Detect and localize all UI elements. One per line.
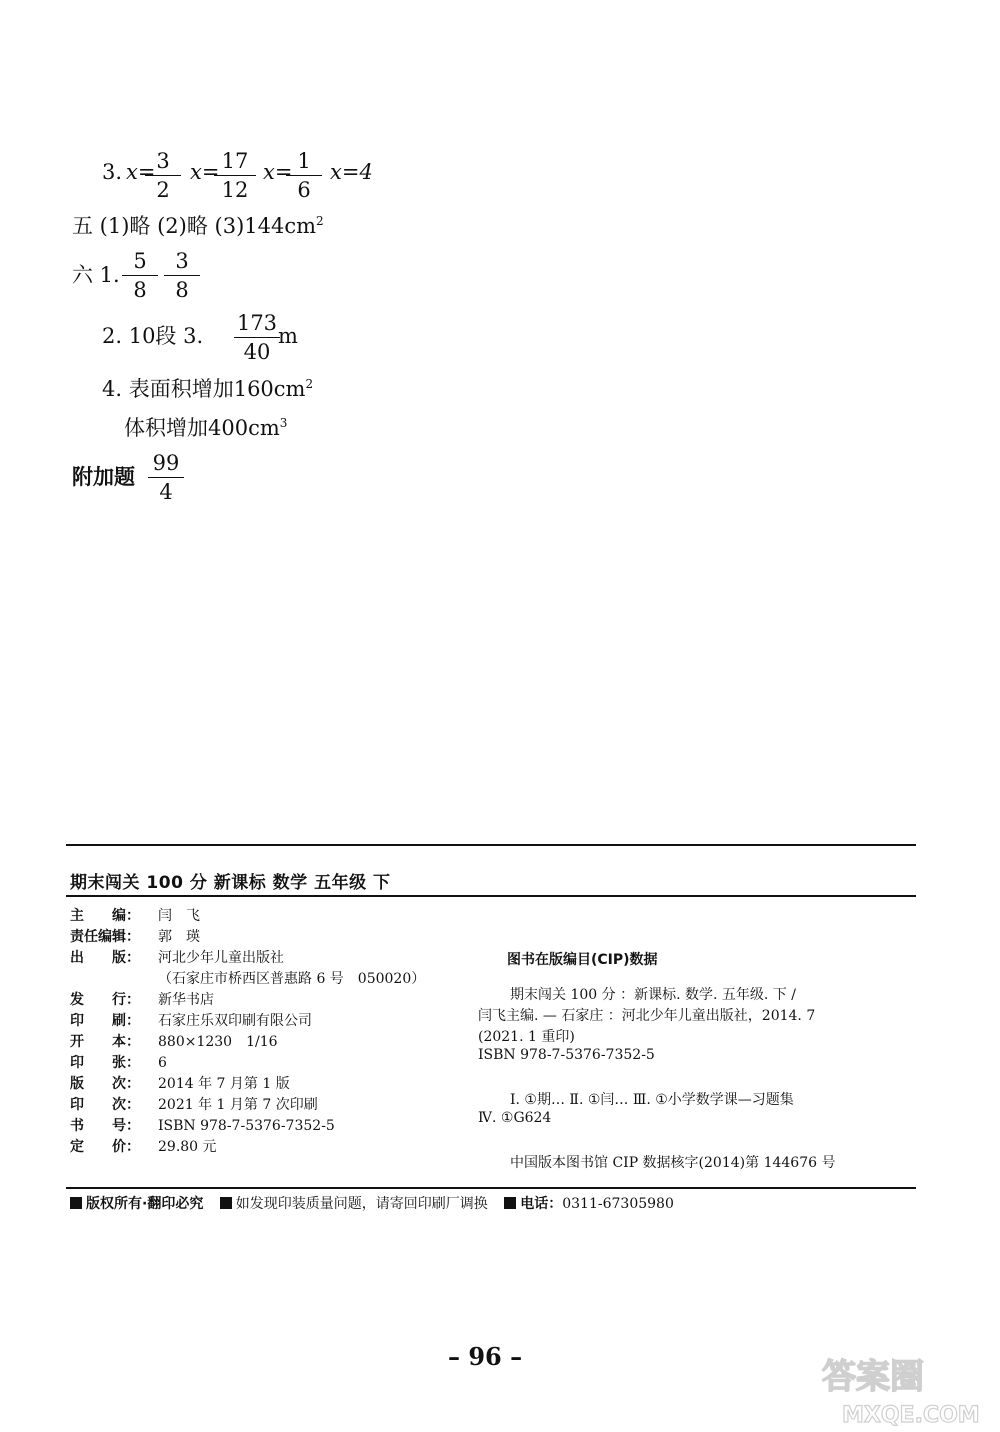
q3-x4: x=4 [330, 160, 373, 184]
publication-info-row [70, 1031, 278, 1051]
colophon-footer [70, 1193, 674, 1213]
cip-line: ISBN 978-7-5376-7352-5 [478, 1047, 655, 1063]
colophon-top-rule [66, 844, 916, 846]
book-title: 期末闯关 100 分 新课标 数学 五年级 下 [70, 873, 391, 893]
info-label: 印 刷： [70, 1013, 140, 1029]
publication-info-row [70, 989, 214, 1009]
publication-info-row [70, 1136, 217, 1156]
fraction-5-8: 5 8 [120, 248, 160, 303]
publication-info-row [70, 1052, 167, 1072]
colophon-title-rule [66, 895, 916, 897]
publication-info-row [70, 1073, 290, 1093]
info-label: 版 次： [70, 1076, 140, 1092]
cip-line: Ⅳ. ①G624 [478, 1110, 552, 1126]
liu-q2: 2. 10段 3. [102, 324, 204, 348]
cip-line: 中国版本图书馆 CIP 数据核字(2014)第 144676 号 [510, 1155, 836, 1171]
liu-q2-unit: m [278, 324, 298, 348]
publication-info-row [70, 947, 284, 967]
fraction-3-8: 3 8 [162, 248, 202, 303]
info-value: ISBN 978-7-5376-7352-5 [158, 1118, 335, 1134]
page-number: – 96 – [448, 1342, 523, 1371]
fraction-1-6: 1 6 [284, 148, 324, 203]
svg-text:MXQE.COM: MXQE.COM [842, 1403, 980, 1428]
square-bullet-icon [504, 1197, 516, 1209]
publication-info-row [70, 1010, 312, 1030]
info-value: 郭 瑛 [158, 929, 200, 945]
watermark-logo [812, 1348, 1000, 1428]
fraction-99-4: 99 4 [146, 450, 186, 505]
phone-label: 电话： [520, 1196, 563, 1212]
info-value: 闫 飞 [158, 908, 200, 924]
info-label: 发 行： [70, 992, 140, 1008]
fraction-3-2: 3 2 [143, 148, 183, 203]
q3-prefix: 3. [102, 160, 123, 184]
fraction-17-12: 17 12 [212, 148, 258, 203]
info-value: 880×1230 1/16 [158, 1034, 278, 1050]
info-value: （石家庄市桥西区普惠路 6 号 050020） [158, 971, 426, 987]
info-value: 河北少年儿童出版社 [158, 950, 284, 966]
info-label: 主 编： [70, 908, 140, 924]
liu-q4-line2: 体积增加$400cm^3$ [124, 416, 288, 440]
publication-info-row [70, 905, 200, 925]
q3-x1-label: x= [126, 160, 156, 184]
info-label: 印 张： [70, 1055, 140, 1071]
cip-line: Ⅰ. ①期… Ⅱ. ①闫… Ⅲ. ①小学数学课—习题集 [510, 1092, 794, 1108]
info-label: 责任编辑： [70, 929, 140, 945]
colophon-bottom-rule [66, 1187, 916, 1189]
info-label: 开 本： [70, 1034, 140, 1050]
liu-label: 六 1. [72, 263, 120, 287]
square-bullet-icon [220, 1197, 232, 1209]
info-value: 石家庄乐双印刷有限公司 [158, 1013, 312, 1029]
info-value: 2014 年 7 月第 1 版 [158, 1076, 290, 1092]
info-label: 出 版： [70, 950, 140, 966]
info-value: 6 [158, 1055, 167, 1071]
cip-line: 期末闯关 100 分 ：新课标. 数学. 五年级. 下 / [510, 987, 796, 1003]
publication-info-row [70, 926, 200, 946]
cip-line: 闫飞主编. — 石家庄 ：河北少年儿童出版社，2014. 7 [478, 1008, 816, 1024]
svg-text:答案圈: 答案圈 [822, 1357, 924, 1397]
publication-info-row [70, 968, 425, 988]
liu-q4-line1: 4. 表面积增加$160cm^2$ [102, 377, 314, 401]
copyright-notice: 版权所有·翻印必究 [86, 1196, 204, 1212]
quality-notice: 如发现印装质量问题，请寄回印刷厂调换 [235, 1196, 488, 1212]
cip-heading: 图书在版编目(CIP)数据 [507, 952, 658, 968]
q3-x3-label: x= [263, 160, 293, 184]
answer-wu: 五 (1)略 (2)略 $(3)144cm^2$ [72, 214, 324, 238]
info-value: 29.80 元 [158, 1139, 217, 1155]
cip-line: (2021. 1 重印) [478, 1029, 575, 1045]
publication-info-row [70, 1094, 318, 1114]
info-label: 印 次： [70, 1097, 140, 1113]
info-value: 新华书店 [158, 992, 214, 1008]
square-bullet-icon [70, 1197, 82, 1209]
q3-x2-label: x= [190, 160, 220, 184]
bonus-label: 附加题 [72, 465, 135, 489]
publication-info-row [70, 1115, 335, 1135]
phone-number: 0311-67305980 [562, 1196, 674, 1212]
info-value: 2021 年 1 月第 7 次印刷 [158, 1097, 318, 1113]
info-label: 书 号： [70, 1118, 140, 1134]
fraction-173-40: 173 40 [232, 310, 282, 365]
info-label: 定 价： [70, 1139, 140, 1155]
